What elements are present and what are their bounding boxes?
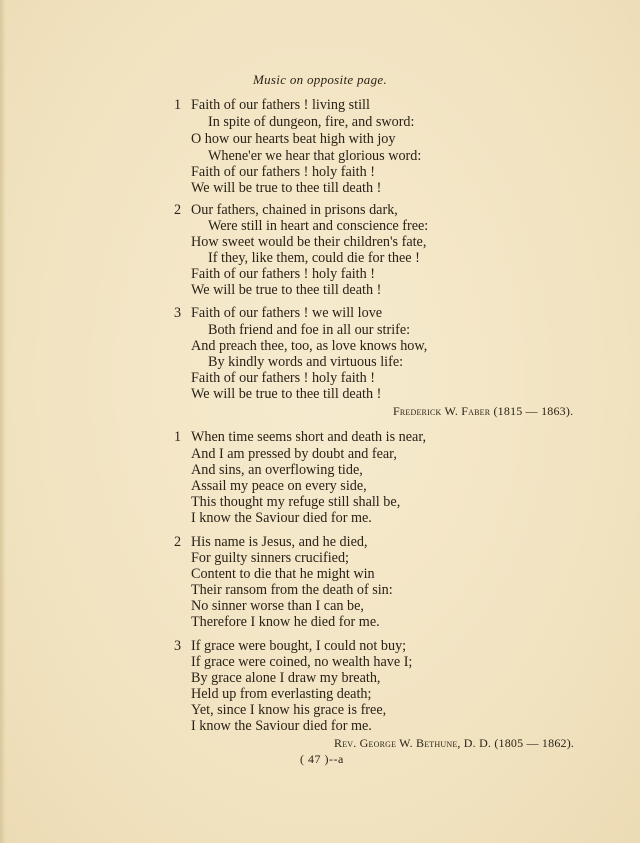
verse-line: Therefore I know he died for me. <box>191 614 380 630</box>
page-edge-shading <box>0 0 6 843</box>
verse-line: Faith of our fathers ! holy faith ! <box>191 266 375 282</box>
verse-line: Faith of our fathers ! holy faith ! <box>191 370 375 386</box>
verse-line: Whene'er we hear that glorious word: <box>208 148 422 164</box>
verse-line: Held up from everlasting death; <box>191 686 372 702</box>
verse-line: Faith of our fathers ! holy faith ! <box>191 164 375 180</box>
verse-line: By grace alone I draw my breath, <box>191 670 381 686</box>
verse-line: Content to die that he might win <box>191 566 375 582</box>
verse-line: If grace were bought, I could not buy; <box>191 638 407 654</box>
verse-line: I know the Saviour died for me. <box>191 510 372 526</box>
verse-line: And preach thee, too, as love knows how, <box>191 338 428 354</box>
verse-line: We will be true to thee till death ! <box>191 282 382 298</box>
verse-line: Faith of our fathers ! living still <box>191 97 370 113</box>
verse-line: We will be true to thee till death ! <box>191 386 382 402</box>
stanza-number: 1 <box>174 429 182 445</box>
verse-line: His name is Jesus, and he died, <box>191 534 368 550</box>
verse-line: Yet, since I know his grace is free, <box>191 702 387 718</box>
stanza-number: 2 <box>174 202 182 218</box>
verse-line: Their ransom from the death of sin: <box>191 582 393 598</box>
verse-line: If they, like them, could die for thee ! <box>208 250 420 266</box>
verse-line: When time seems short and death is near, <box>191 429 427 445</box>
page-number: ( 47 )--a <box>300 752 344 766</box>
verse-line: By kindly words and virtuous life: <box>208 354 404 370</box>
verse-line: Our fathers, chained in prisons dark, <box>191 202 398 218</box>
author-attribution: Frederick W. Faber (1815 — 1863). <box>393 404 574 418</box>
verse-line: We will be true to thee till death ! <box>191 180 382 196</box>
stanza-number: 1 <box>174 97 182 113</box>
verse-line: If grace were coined, no wealth have I; <box>191 654 413 670</box>
verse-line: Assail my peace on every side, <box>191 478 367 494</box>
verse-line: I know the Saviour died for me. <box>191 718 372 734</box>
verse-line: And sins, an overflowing tide, <box>191 462 363 478</box>
verse-line: Faith of our fathers ! we will love <box>191 305 383 321</box>
music-note: Music on opposite page. <box>253 72 387 87</box>
verse-line: This thought my refuge still shall be, <box>191 494 401 510</box>
stanza-number: 3 <box>174 305 182 321</box>
verse-line: For guilty sinners crucified; <box>191 550 350 566</box>
verse-line: Both friend and foe in all our strife: <box>208 322 411 338</box>
verse-line: And I am pressed by doubt and fear, <box>191 446 397 462</box>
verse-line: In spite of dungeon, fire, and sword: <box>208 114 415 130</box>
verse-line: How sweet would be their children's fate, <box>191 234 427 250</box>
verse-line: No sinner worse than I can be, <box>191 598 364 614</box>
stanza-number: 3 <box>174 638 182 654</box>
verse-line: Were still in heart and conscience free: <box>208 218 429 234</box>
author-attribution: Rev. George W. Bethune, D. D. (1805 — 1862). <box>334 736 575 750</box>
stanza-number: 2 <box>174 534 182 550</box>
verse-line: O how our hearts beat high with joy <box>191 131 396 147</box>
